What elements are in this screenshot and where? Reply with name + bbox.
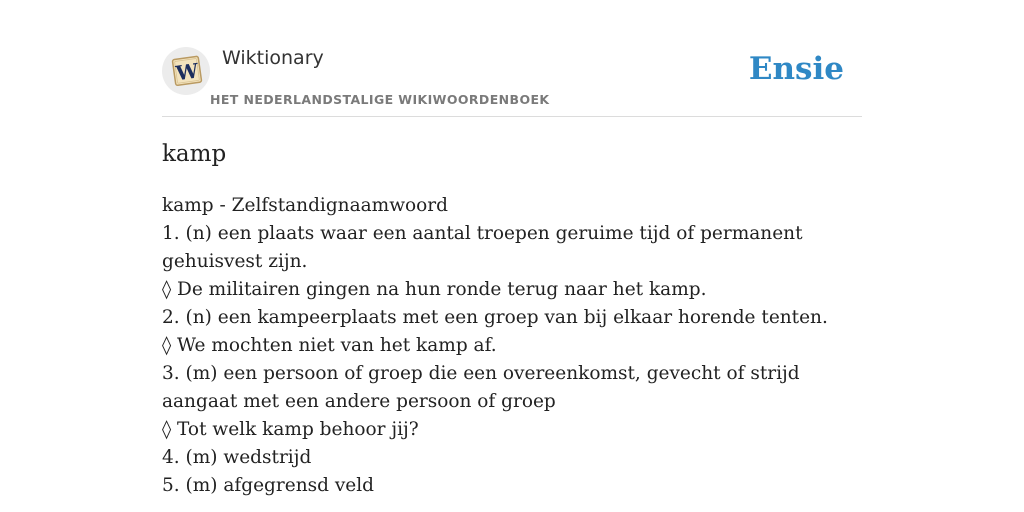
- definition-2: 2. (n) een kampeerplaats met een groep van bij elkaar horende tenten.: [162, 307, 828, 328]
- example-2: ◊ We mochten niet van het kamp af.: [162, 335, 497, 356]
- definition-1: 1. (n) een plaats waar een aantal troepen geruime tijd of permanent gehuisvest zijn.: [162, 223, 803, 272]
- example-3: ◊ Tot welk kamp behoor jij?: [162, 419, 419, 440]
- definition-3: 3. (m) een persoon of groep die een overeenkomst, gevecht of strijd aangaat met een andere persoon of groep: [162, 363, 800, 412]
- ensie-brand-logo[interactable]: Ensie: [748, 51, 844, 87]
- page-title: kamp: [162, 141, 227, 167]
- entry-title-line: kamp - Zelfstandignaamwoord: [162, 195, 448, 216]
- wiktionary-tile-icon: [166, 51, 206, 91]
- example-1: ◊ De militairen gingen na hun ronde terug naar het kamp.: [162, 279, 707, 300]
- logo-letter: W: [174, 58, 200, 86]
- wiktionary-logo-icon[interactable]: [162, 47, 210, 95]
- site-header: [162, 40, 862, 117]
- site-tagline: HET NEDERLANDSTALIGE WIKIWOORDENBOEK: [210, 92, 550, 107]
- definition-5: 5. (m) afgegrensd veld: [162, 475, 374, 496]
- definition-entry: [162, 192, 862, 500]
- site-name[interactable]: Wiktionary: [222, 47, 324, 69]
- definition-4: 4. (m) wedstrijd: [162, 447, 312, 468]
